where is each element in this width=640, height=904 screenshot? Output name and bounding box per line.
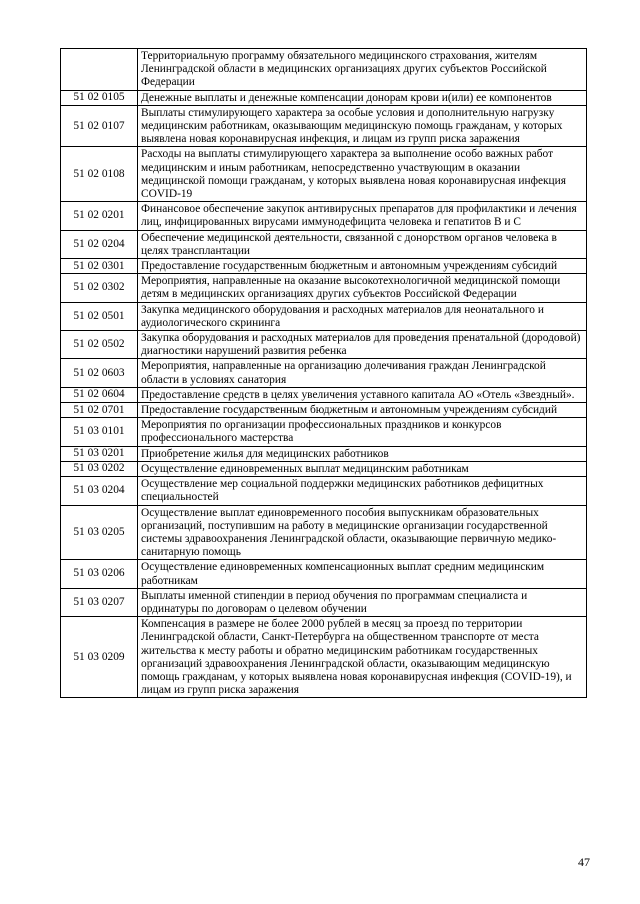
row-code: 51 02 0108 (61, 147, 138, 202)
row-code: 51 02 0301 (61, 259, 138, 274)
row-description: Осуществление мер социальной поддержки медицинских работников дефицитных специальностей (138, 477, 587, 505)
table-row (61, 387, 587, 402)
row-description: Мероприятия, направленные на организацию долечивания граждан Ленинградской области в условиях санатория (138, 359, 587, 387)
table-row (61, 259, 587, 274)
row-code: 51 02 0603 (61, 359, 138, 387)
table-row (61, 560, 587, 588)
row-description: Приобретение жилья для медицинских работников (138, 446, 587, 461)
row-description: Территориальную программу обязательного медицинского страхования, жителям Ленинградской области в медицинских организациях других субъектов Российской Федерации (138, 49, 587, 91)
row-description: Мероприятия, направленные на оказание высокотехнологичной медицинской помощи детям в медицинских организациях других субъектов Российской Федерации (138, 274, 587, 302)
row-description: Обеспечение медицинской деятельности, связанной с донорством органов человека в целях трансплантации (138, 230, 587, 258)
row-description: Закупка оборудования и расходных материалов для проведения пренатальной (дородовой) диагностики нарушений развития ребенка (138, 331, 587, 359)
row-code: 51 02 0107 (61, 105, 138, 147)
table-row (61, 49, 587, 91)
table-row (61, 403, 587, 418)
row-description: Закупка медицинского оборудования и расходных материалов для неонатального и аудиологического скрининга (138, 302, 587, 330)
row-code: 51 02 0502 (61, 331, 138, 359)
row-code: 51 03 0101 (61, 418, 138, 446)
table-body (61, 49, 587, 698)
row-code: 51 03 0205 (61, 505, 138, 560)
table-row (61, 105, 587, 147)
row-code (61, 49, 138, 91)
table-row (61, 90, 587, 105)
row-code: 51 02 0701 (61, 403, 138, 418)
row-description: Выплаты именной стипендии в период обучения по программам специалиста и ординатуры по договорам о целевом обучении (138, 588, 587, 616)
table-row (61, 588, 587, 616)
row-code: 51 03 0202 (61, 461, 138, 476)
table-row (61, 461, 587, 476)
table-row (61, 147, 587, 202)
table-row (61, 617, 587, 698)
table-row (61, 302, 587, 330)
table-row (61, 477, 587, 505)
table-row (61, 505, 587, 560)
table-row (61, 202, 587, 230)
row-code: 51 03 0204 (61, 477, 138, 505)
row-code: 51 02 0201 (61, 202, 138, 230)
table-row (61, 446, 587, 461)
row-description: Осуществление выплат единовременного пособия выпускникам образовательных организаций, поступившим на работу в медицинские организации государственной системы здравоохранения Ленинградской области, оказывающие первичную медико-санитарную помощь (138, 505, 587, 560)
row-description: Осуществление единовременных компенсационных выплат средним медицинским работникам (138, 560, 587, 588)
row-code: 51 03 0207 (61, 588, 138, 616)
row-code: 51 02 0501 (61, 302, 138, 330)
budget-codes-table (60, 48, 587, 698)
row-code: 51 02 0105 (61, 90, 138, 105)
row-description: Предоставление государственным бюджетным и автономным учреждениям субсидий (138, 403, 587, 418)
row-description: Предоставление средств в целях увеличения уставного капитала АО «Отель «Звездный». (138, 387, 587, 402)
row-code: 51 02 0604 (61, 387, 138, 402)
page-number: 47 (578, 855, 590, 869)
table-row (61, 274, 587, 302)
row-description: Компенсация в размере не более 2000 рублей в месяц за проезд по территории Ленинградской области, Санкт-Петербурга на общественном транспорте от места жительства к месту работы и обратно медицинским работникам государственных организаций здравоохранения Ленинградской области, оказывающим медицинскую помощь гражданам, у которых выявлена новая коронавирусная инфекция (COVID-19), и лицам из групп риска заражения (138, 617, 587, 698)
table-row (61, 418, 587, 446)
row-code: 51 03 0201 (61, 446, 138, 461)
row-description: Мероприятия по организации профессиональных праздников и конкурсов профессионального мастерства (138, 418, 587, 446)
row-description: Осуществление единовременных выплат медицинским работникам (138, 461, 587, 476)
row-code: 51 02 0302 (61, 274, 138, 302)
row-code: 51 03 0209 (61, 617, 138, 698)
document-page (60, 48, 586, 698)
row-description: Выплаты стимулирующего характера за особые условия и дополнительную нагрузку медицинским работникам, оказывающим медицинскую помощь гражданам, у которых выявлена новая коронавирусная инфекция, и лицам из групп риска заражения (138, 105, 587, 147)
row-code: 51 03 0206 (61, 560, 138, 588)
row-description: Расходы на выплаты стимулирующего характера за выполнение особо важных работ медицинским и иным работникам, непосредственно участвующим в оказании медицинской помощи гражданам, у которых выявлена новая коронавирусная инфекция COVID-19 (138, 147, 587, 202)
row-description: Финансовое обеспечение закупок антивирусных препаратов для профилактики и лечения лиц, инфицированных вирусами иммунодефицита человека и гепатитов В и С (138, 202, 587, 230)
table-row (61, 359, 587, 387)
table-row (61, 230, 587, 258)
row-description: Предоставление государственным бюджетным и автономным учреждениям субсидий (138, 259, 587, 274)
table-row (61, 331, 587, 359)
row-code: 51 02 0204 (61, 230, 138, 258)
row-description: Денежные выплаты и денежные компенсации донорам крови и(или) ее компонентов (138, 90, 587, 105)
